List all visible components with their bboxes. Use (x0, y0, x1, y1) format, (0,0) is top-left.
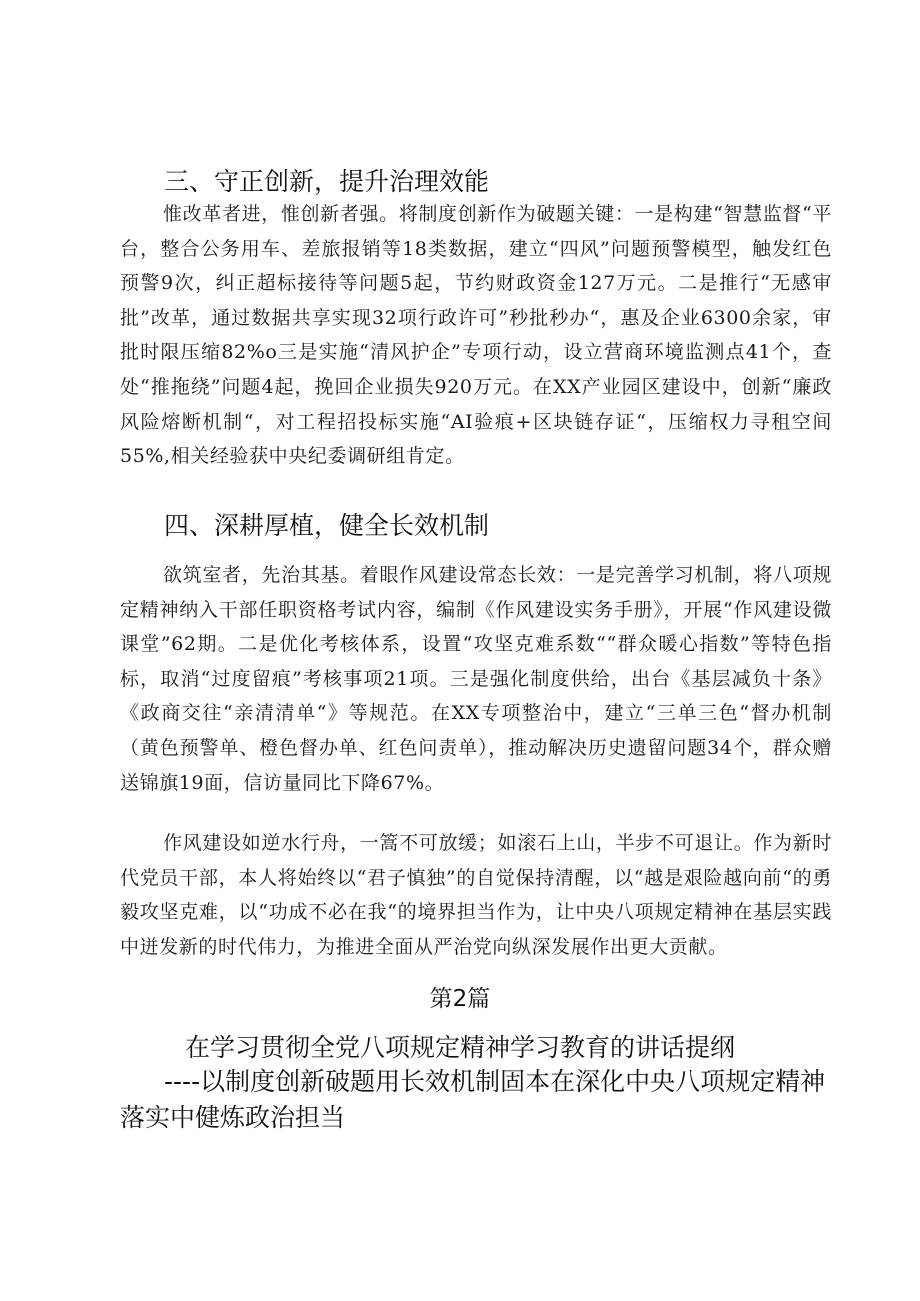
closing-paragraph: 作风建设如逆水行舟，一篙不可放缓；如滚石上山，半步不可退让。作为新时代党员干部，本人将始终以“君子慎独”的自觉保持清醒，以“越是艰险越向前“的勇毅攻坚克难，以“功成不必在我“的境界担当作为，让中央八项规定精神在基层实践中迸发新的时代伟力，为推进全面从严治党向纵深发展作出更大贡献。 (120, 832, 832, 958)
section-3-paragraph: 惟改革者进，惟创新者强。将制度创新作为破题关键：一是构建“智慧监督“平台，整合公务用车、差旅报销等18类数据，建立“四风”问题预警模型，触发红色预警9次，纠正超标接待等问题5起，节约财政资金127万元。二是推行“无感审批”改革，通过数据共享实现32项行政许可”秒批秒办“，惠及企业6300余家，审批时限压缩82%o三是实施“清风护企”专项行动，设立营商环境监测点41个，查处“推拖绕”问题4起，挽回企业损失920万元。在XX产业园区建设中，创新“廉政风险熔断机制“，对工程招投标实施“AI验痕+区块链存证“，压缩权力寻租空间55%,相关经验获中央纪委调研组肯定。 (120, 203, 832, 468)
section-4-paragraph: 欲筑室者，先治其基。着眼作风建设常态长效：一是完善学习机制，将八项规定精神纳入干部任职资格考试内容，编制《作风建设实务手册》，开展“作风建设微课堂”62期。二是优化考核体系，设置“攻坚克难系数““群众暖心指数”等特色指标，取消“过度留痕”考核事项21项。三是强化制度供给，出台《基层减负十条》《政商交往“亲清清单“》等规范。在XX专项整治中，建立“三单三色“督办机制（黄色预警单、橙色督办单、红色问责单），推动解决历史遗留问题34个，群众赠送锦旗19面，信访量同比下降67%。 (120, 564, 832, 794)
part-2-title: 在学习贯彻全党八项规定精神学习教育的讲话提纲 (184, 1033, 735, 1062)
part-2-subtitle-line-2: 落实中健炼政治担当 (120, 1103, 346, 1132)
section-4-heading: 四、深耕厚植，健全长效机制 (164, 511, 490, 540)
part-2-subtitle-line-1: ----以制度创新破题用长效机制固本在深化中央八项规定精神 (164, 1067, 826, 1096)
part-2-label: 第2篇 (429, 986, 491, 1012)
section-3-heading: 三、守正创新，提升治理效能 (164, 167, 490, 196)
